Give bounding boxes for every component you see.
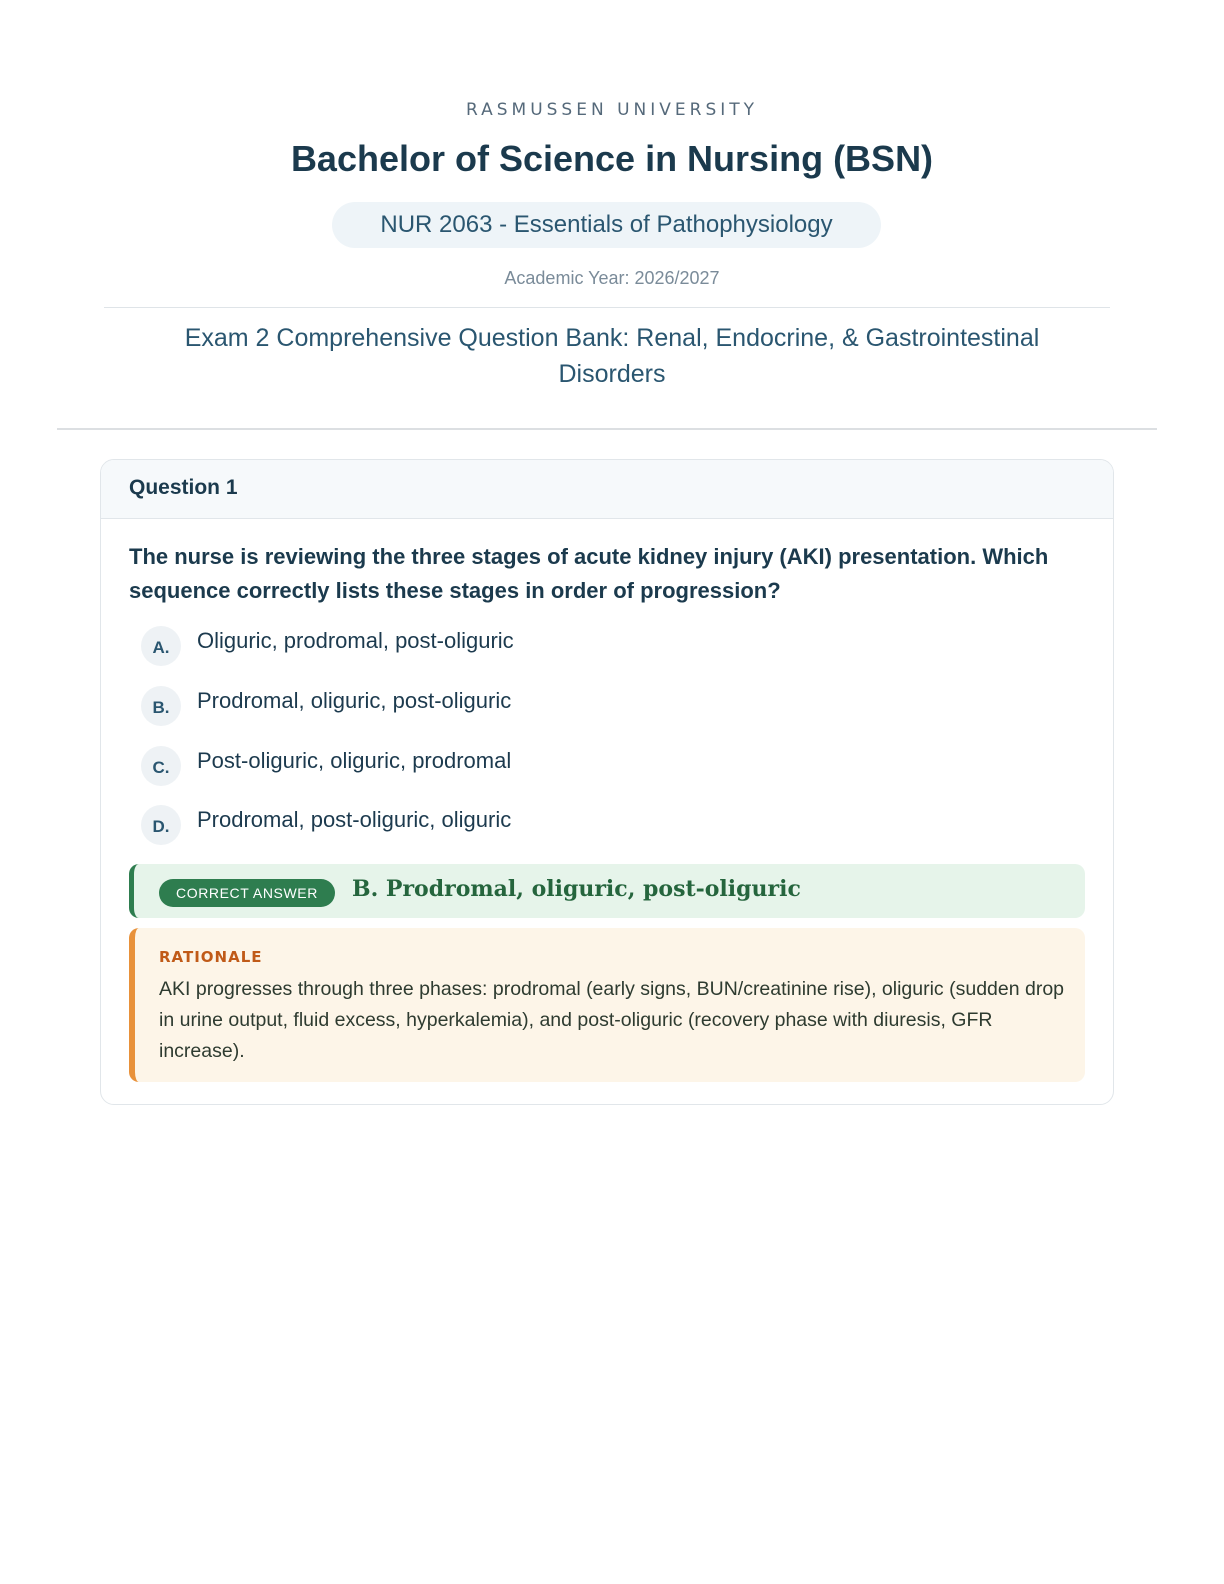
- course-badge: NUR 2063 - Essentials of Pathophysiology: [332, 202, 881, 248]
- university-name: RASMUSSEN UNIVERSITY: [465, 100, 759, 120]
- option-a: [141, 626, 1041, 666]
- option-text: Prodromal, post-oliguric, oliguric: [197, 807, 512, 832]
- option-b: [141, 686, 1041, 726]
- correct-answer-text: B. Prodromal, oliguric, post-oliguric: [352, 876, 801, 902]
- rationale-text: AKI progresses through three phases: prodromal (early signs, BUN/creatinine rise), oliguric (sudden drop in urine output, fluid excess, hyperkalemia), and post-oliguric (recovery phase with diuresis, GFR increase).: [159, 978, 1065, 1062]
- degree-title: Bachelor of Science in Nursing (BSN): [290, 138, 934, 179]
- academic-year: Academic Year: 2026/2027: [504, 268, 720, 288]
- option-text: Oliguric, prodromal, post-oliguric: [197, 628, 514, 653]
- option-letter-badge: B.: [141, 686, 181, 726]
- option-letter-badge: C.: [141, 746, 181, 786]
- option-text: Prodromal, oliguric, post-oliguric: [197, 688, 512, 713]
- option-c: [141, 746, 1041, 786]
- header-divider: [104, 307, 1110, 308]
- correct-answer-badge: CORRECT ANSWER: [159, 879, 335, 907]
- option-letter-badge: A.: [141, 626, 181, 666]
- question-stem: The nurse is reviewing the three stages of acute kidney injury (AKI) presentation. Which sequence correctly lists these stages in order of progression?: [129, 544, 1049, 603]
- correct-answer-box: [129, 864, 1085, 918]
- question-number: Question 1: [129, 476, 238, 499]
- exam-title: Exam 2 Comprehensive Question Bank: Renal, Endocrine, & Gastrointestinal Disorders: [184, 324, 1040, 388]
- rationale-label: RATIONALE: [159, 948, 263, 966]
- option-text: Post-oliguric, oliguric, prodromal: [197, 748, 512, 773]
- section-divider: [57, 428, 1157, 430]
- option-letter-badge: D.: [141, 805, 181, 845]
- question-card: [100, 459, 1114, 1105]
- rationale-box: [129, 928, 1085, 1082]
- question-card-header: [101, 460, 1113, 519]
- option-d: [141, 805, 1041, 845]
